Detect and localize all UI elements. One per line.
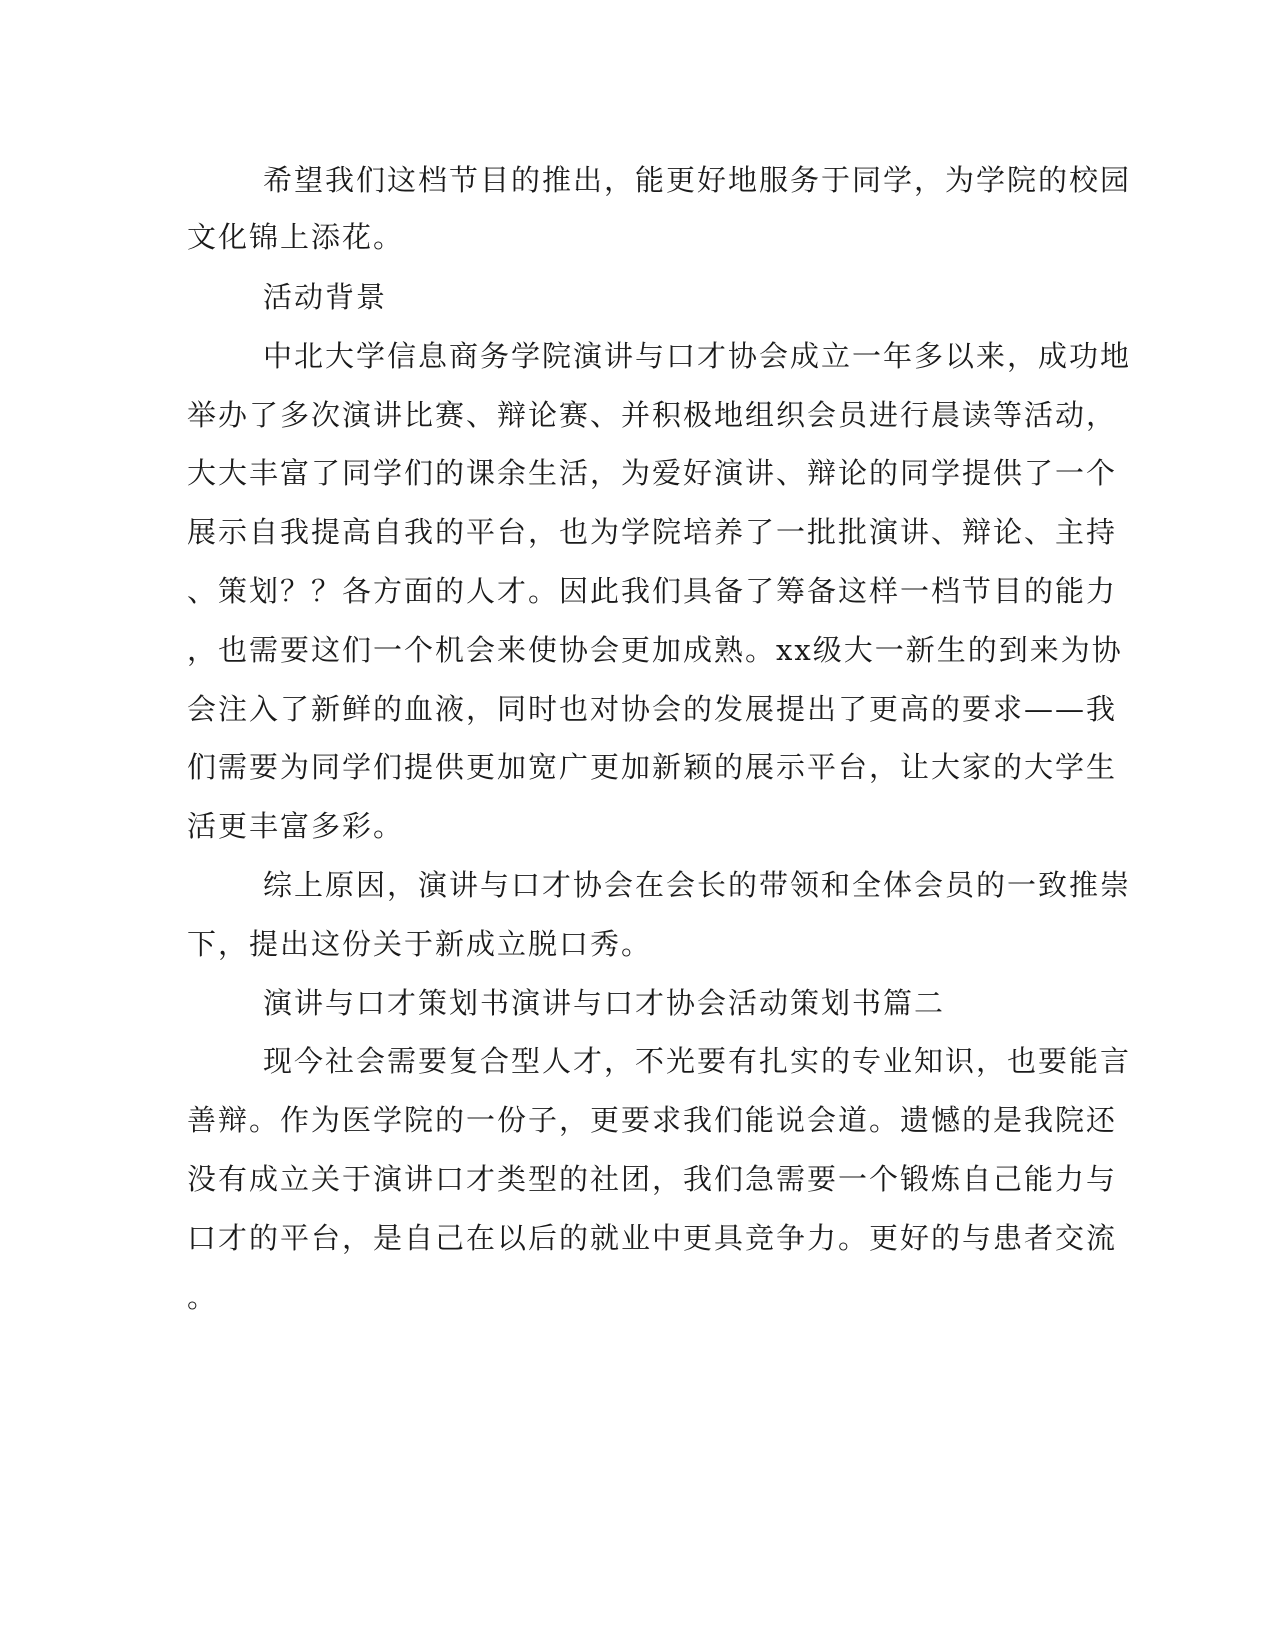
- paragraph-line: 现今社会需要复合型人才，不光要有扎实的专业知识，也要能言: [263, 1044, 1132, 1078]
- paragraph-line: 展示自我提高自我的平台，也为学院培养了一批批演讲、辩论、主持: [187, 515, 1118, 549]
- paragraph-line: 们需要为同学们提供更加宽广更加新颖的展示平台，让大家的大学生: [187, 750, 1118, 784]
- paragraph-line: 举办了多次演讲比赛、辩论赛、并积极地组织会员进行晨读等活动，: [187, 398, 1118, 432]
- paragraph-line: 口才的平台，是自己在以后的就业中更具竞争力。更好的与患者交流: [187, 1221, 1118, 1255]
- paragraph-line: 。: [187, 1280, 219, 1314]
- paragraph-line: 善辩。作为医学院的一份子，更要求我们能说会道。遗憾的是我院还: [187, 1103, 1118, 1137]
- section-heading: 活动背景: [263, 280, 388, 314]
- paragraph-line: 会注入了新鲜的血液，同时也对协会的发展提出了更高的要求——我: [187, 692, 1118, 726]
- paragraph-line: 下，提出这份关于新成立脱口秀。: [187, 927, 653, 961]
- section-heading: 演讲与口才策划书演讲与口才协会活动策划书篇二: [263, 986, 946, 1020]
- paragraph-line: 综上原因，演讲与口才协会在会长的带领和全体会员的一致推崇: [263, 868, 1132, 902]
- paragraph-line: 没有成立关于演讲口才类型的社团，我们急需要一个锻炼自己能力与: [187, 1162, 1118, 1196]
- paragraph-line: 活更丰富多彩。: [187, 809, 405, 843]
- paragraph-line: ，也需要这们一个机会来使协会更加成熟。xx级大一新生的到来为协: [187, 633, 1123, 667]
- paragraph-line: 、策划？？各方面的人才。因此我们具备了筹备这样一档节目的能力: [187, 574, 1118, 608]
- paragraph-line: 文化锦上添花。: [187, 220, 405, 254]
- paragraph-line: 希望我们这档节目的推出，能更好地服务于同学，为学院的校园: [263, 163, 1132, 197]
- paragraph-line: 大大丰富了同学们的课余生活，为爱好演讲、辩论的同学提供了一个: [187, 456, 1118, 490]
- paragraph-line: 中北大学信息商务学院演讲与口才协会成立一年多以来，成功地: [263, 339, 1132, 373]
